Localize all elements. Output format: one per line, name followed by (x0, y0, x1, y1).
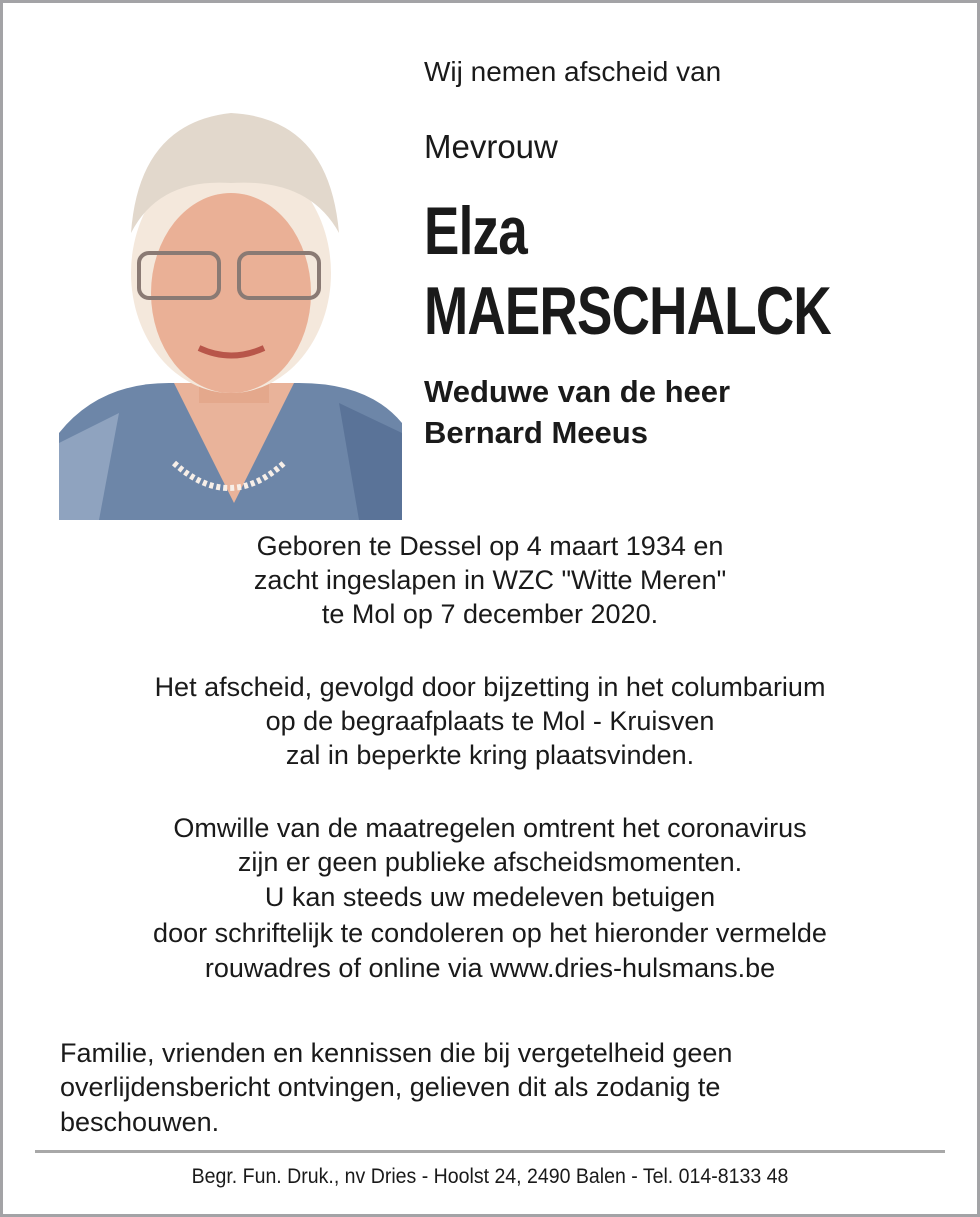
corona-line: rouwadres of online via www.dries-hulsmans.be (204, 953, 776, 983)
last-name: MAERSCHALCK (424, 273, 831, 349)
salutation: Mevrouw (424, 128, 558, 165)
footer-divider (35, 1150, 945, 1153)
birth-death-line: Geboren te Dessel op 4 maart 1934 en (256, 531, 724, 561)
corona-line: U kan steeds uw medeleven betuigen (264, 882, 716, 912)
spouse-line-1: Weduwe van de heer (424, 374, 731, 409)
corona-line: zijn er geen publieke afscheidsmomenten. (237, 847, 743, 877)
family-note-line: beschouwen. (60, 1107, 220, 1137)
first-name: Elza (424, 193, 528, 269)
birth-death-line: zacht ingeslapen in WZC "Witte Meren" (253, 565, 727, 595)
birth-death-line: te Mol op 7 december 2020. (321, 599, 659, 629)
portrait-photo (59, 83, 402, 520)
intro-text: Wij nemen afscheid van (424, 56, 722, 87)
family-note-line: overlijdensbericht ontvingen, gelieven dit als zodanig te (60, 1072, 721, 1102)
corona-line: Omwille van de maatregelen omtrent het coronavirus (173, 813, 807, 843)
ceremony-line: Het afscheid, gevolgd door bijzetting in het columbarium (154, 672, 826, 702)
corona-line: door schriftelijk te condoleren op het hieronder vermelde (153, 918, 827, 948)
ceremony-line: zal in beperkte kring plaatsvinden. (285, 740, 695, 770)
ceremony-line: op de begraafplaats te Mol - Kruisven (265, 706, 715, 736)
footer-text: Begr. Fun. Druk., nv Dries - Hoolst 24, 2490 Balen - Tel. 014-8133 48 (191, 1165, 789, 1188)
spouse-line-2: Bernard Meeus (424, 415, 648, 450)
family-note-line: Familie, vrienden en kennissen die bij vergetelheid geen (60, 1038, 733, 1068)
